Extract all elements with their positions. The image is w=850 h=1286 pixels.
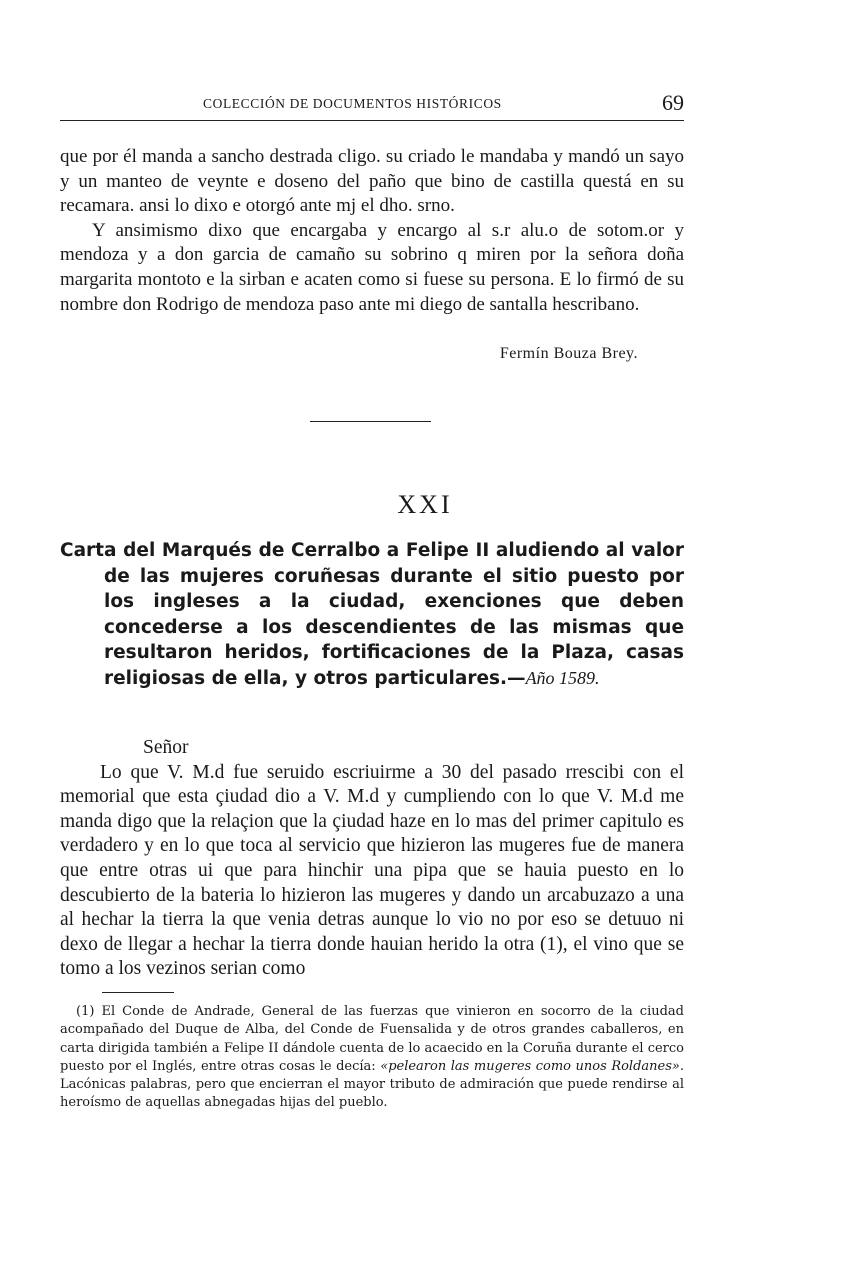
previous-document-text [60, 145, 684, 362]
paragraph-closing: Y ansimismo dixo que encargaba y encargo al s.r alu.o de sotom.or y mendoza y a don garcia de camaño su sobrino q miren por la señora doña margarita montoto e la sirban e acaten como si fuese su persona. E lo firmó de su nombre don Rodrigo de mendoza paso ante mi diego de santalla hescribano. [60, 219, 684, 315]
heading-text: Carta del Marqués de Cerralbo a Felipe II aludiendo al valor de las mujeres coruñesas durante el sitio puesto por los ingleses a la ciudad, exenciones que deben concederse a los descendientes de las mismas que resultaron heridos, fortificaciones de la Plaza, casas religiosas de ella, y otros particulares.— [60, 540, 684, 689]
page-header [60, 90, 684, 121]
footnote-divider [102, 992, 174, 993]
footnote-text-before: (1) El Conde de Andrade, General de las fuerzas que vinieron en socorro de la ciudad acompañado del Duque de Alba, del Conde de Fuensalida y de otros grandes caballeros, en carta dirigida también a Felipe II dándole cuenta de lo acaecido en la Coruña durante el cerco puesto por el Inglés, entre otras cosas le decía: [60, 1004, 684, 1074]
page-number: 69 [662, 90, 684, 115]
footnote-quote: «pelearon las mugeres como unos Roldanes». [380, 1058, 684, 1074]
footnote-text-after: Lacónicas palabras, pero que encierran el mayor tributo de admiración que puede rendirse al heroísmo de aquellas abnegadas hijas del pueblo. [60, 1077, 684, 1111]
letter-salutation: Señor [143, 737, 189, 758]
footnote [60, 1003, 684, 1113]
running-title: COLECCIÓN DE DOCUMENTOS HISTÓRICOS [203, 96, 502, 111]
heading-date: Año 1589. [525, 667, 600, 688]
letter-paragraph: Lo que V. M.d fue seruido escriuirme a 30 del pasado rrescibi con el memorial que esta çiudad dio a V. M.d y cumpliendo con lo que V. M.d me manda digo que la relaçion que la çiudad haze en lo mas del primer capitulo es verdadero y en lo que toca al servicio que hizieron las mugeres fue de manera que entre otras ui que para hinchir una pipa que se hauia puesto en lo descubierto de la bateria lo hizieron las mugeres y dando un arcabuzazo a una al hechar la tierra la que venia detras aunque lo vio no por eso se detuuo ni dexo de llegar a hechar la tierra donde hauian herido la otra (1), el vino que se tomo a los vezinos serian como [60, 761, 684, 980]
section-number: XXI [397, 490, 453, 519]
section-divider [310, 421, 431, 422]
letter-body [60, 736, 684, 982]
document-heading [60, 538, 684, 692]
author-signature: Fermín Bouza Brey. [499, 345, 638, 362]
footnote-text [60, 1003, 684, 1113]
paragraph-continuation: que por él manda a sancho destrada cligo. su criado le mandaba y mandó un sayo y un manteo de veynte e doseno del paño que bino de castilla questá en su recamara. ansi lo dixo e otorgó ante mj el dho. srno. [60, 146, 684, 217]
